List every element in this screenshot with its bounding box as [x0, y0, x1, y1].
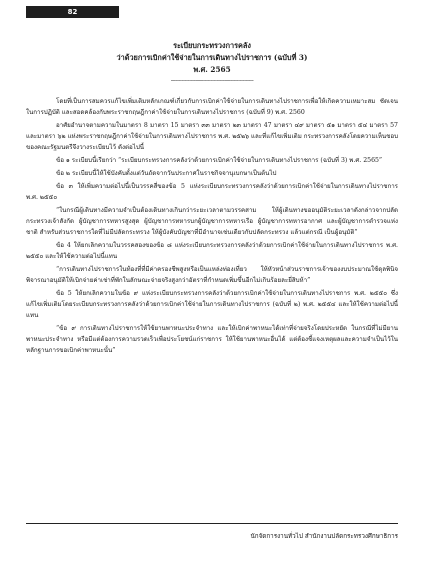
footer-author: นักจัดการงานทั่วไป สำนักงานปลัดกระทรวงศึกษาธิการ	[250, 533, 398, 540]
title-line-2: ว่าด้วยการเบิกค่าใช้จ่ายในการเดินทางไปราชการ (ฉบับที่ 3)	[116, 53, 308, 62]
clause-5: ข้อ 5 ให้ยกเลิกความในข้อ ๙ แห่งระเบียบกระทรวงการคลังว่าด้วยการเบิกค่าใช้จ่ายในการเดินทางไปราชการ พ.ศ. ๒๕๕๐ ซึ่งแก้ไขเพิ่มเติมโดยระเบียบกระทรวงการคลังว่าด้วยการเบิกค่าใช้จ่ายในการเดินทางไปราชการ (ฉบับที่ ๒) พ.ศ. ๒๕๕๔ และให้ใช้ความต่อไปนี้แทน	[26, 289, 398, 320]
title-line-1: ระเบียบกระทรวงการคลัง	[173, 41, 251, 50]
document-body	[26, 96, 398, 358]
clause-1: ข้อ ๑ ระเบียบนี้เรียกว่า “ระเบียบกระทรวงการคลังว่าด้วยการเบิกค่าใช้จ่ายในการเดินทางไปราชการ (ฉบับที่ 3) พ.ศ. 2565”	[56, 157, 383, 165]
authority-paragraph: อาศัยอำนาจตามความในมาตรา 8 มาตรา 15 มาตรา ๓๓ มาตรา ๒๓ มาตรา 47 มาตรา ๔๙ มาตรา ๕๑ มาตรา ๕๔ มาตรา 57 และมาตรา ๖๒ แห่งพระราชกฤษฎีกาค่าใช้จ่ายในการเดินทางไปราชการ พ.ศ. ๒๕๒๖ และที่แก้ไขเพิ่มเติม กระทรวงการคลังโดยความเห็นชอบของคณะรัฐมนตรีจึงวางระเบียบไว้ ดังต่อไปนี้	[26, 121, 398, 152]
clause-5-quote: “ข้อ ๙ การเดินทางไปราชการให้ใช้ยานพาหนะประจำทาง และให้เบิกค่าพาหนะได้เท่าที่จ่ายจริงโดยประหยัด ในกรณีที่ไม่มียานพาหนะประจำทาง หรือมีแต่ต้องการความรวดเร็วเพื่อประโยชน์แก่ราชการ ให้ใช้ยานพาหนะอื่นได้ แต่ต้องชี้แจงเหตุผลและความจำเป็นไว้ในหลักฐานการขอเบิกค่าพาหนะนั้น”	[26, 324, 398, 355]
clause-4: ข้อ 4 ให้ยกเลิกความในวรรคสองของข้อ ๘ แห่งระเบียบกระทรวงการคลังว่าด้วยการเบิกค่าใช้จ่ายในการเดินทางไปราชการ พ.ศ. ๒๕๕๐ และให้ใช้ความต่อไปนี้แทน	[26, 241, 398, 260]
clause-2: ข้อ ๒ ระเบียบนี้ให้ใช้บังคับตั้งแต่วันถัดจากวันประกาศในราชกิจจานุเบกษาเป็นต้นไป	[56, 169, 277, 177]
clause-3-quote: “ในกรณีผู้เดินทางมีความจำเป็นต้องเดินทางเกินกว่าระยะเวลาตามวรรคสาม ให้ผู้เดินทางขออนุมัติระยะเวลาดังกล่าวจากปลัดกระทรวงเจ้าสังกัด ผู้บัญชาการทหารสูงสุด ผู้บัญชาการทหารบกผู้บัญชาการทหารเรือ ผู้บัญชาการทหารอากาศ และผู้บัญชาการตำรวจแห่งชาติ สำหรับส่วนราชการใดที่ไม่มีปลัดกระทรวง ให้ผู้บังคับบัญชาที่มีอำนาจเช่นเดียวกับปลัดกระทรวง แล้วแต่กรณี เป็นผู้อนุมัติ”	[26, 206, 398, 237]
page-number: 82	[26, 6, 119, 18]
clause-4-quote: “การเดินทางไปราชการในท้องที่ที่มีค่าครองชีพสูงหรือเป็นแหล่งท่องเที่ยว ให้หัวหน้าส่วนราชการเจ้าของงบประมาณใช้ดุลพินิจพิจารณาอนุมัติให้เบิกจ่ายค่าเช่าที่พักในลักษณะจ่ายจริงสูงกว่าอัตราที่กำหนดเพิ่มขึ้นอีกไม่เกินร้อยละยี่สิบห้า”	[26, 265, 398, 284]
title-separator: ------------------------------------------------------	[170, 77, 254, 84]
document-header	[26, 40, 398, 86]
title-line-3: พ.ศ. 2565	[193, 65, 231, 74]
clause-3: ข้อ ๓ ให้เพิ่มความต่อไปนี้เป็นวรรคสี่ของข้อ 5 แห่งระเบียบกระทรวงการคลังว่าด้วยการเบิกค่าใช้จ่ายในการเดินทางไปราชการ พ.ศ. ๒๕๕๐	[26, 182, 398, 201]
footer-divider	[26, 523, 398, 524]
preamble-paragraph: โดยที่เป็นการสมควรแก้ไขเพิ่มเติมหลักเกณฑ์เกี่ยวกับการเบิกค่าใช้จ่ายในการเดินทางไปราชการเพื่อให้เกิดความเหมาะสม ชัดเจนในการปฏิบัติ และสอดคล้องกับพระราชกฤษฎีกาค่าใช้จ่ายในการเดินทางไปราชการ (ฉบับที่ 9) พ.ศ. 2560	[26, 98, 398, 117]
